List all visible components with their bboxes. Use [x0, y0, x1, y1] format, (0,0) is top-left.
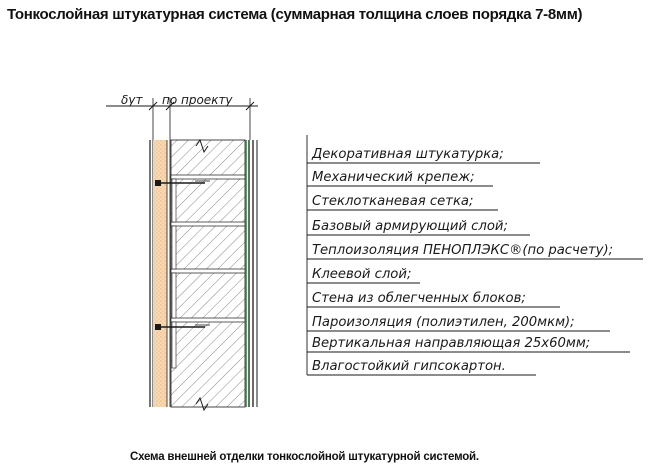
callout-insulation: Теплоизоляция ПЕНОПЛЭКС®(по расчету);	[312, 243, 614, 258]
callout-base-reinforcing-layer: Базовый армирующий слой;	[312, 219, 508, 234]
dimension-label-insulation: δут	[121, 93, 143, 107]
callout-fiberglass-mesh: Стеклотканевая сетка;	[312, 194, 474, 209]
callout-mechanical-fastener: Механический крепеж;	[312, 170, 475, 185]
exterior-finish	[150, 140, 153, 407]
figure-caption: Схема внешней отделки тонкослойной штукатурной системой.	[130, 451, 479, 463]
callout-labels	[311, 147, 613, 374]
callout-vapor-barrier: Пароизоляция (полиэтилен, 200мкм);	[312, 315, 575, 330]
page-title: Тонкослойная штукатурная система (суммарная толщина слоев порядка 7-8мм)	[7, 6, 583, 23]
callout-block-wall: Стена из облегченных блоков;	[312, 291, 526, 306]
callout-moisture-resistant-drywall: Влагостойкий гипсокартон.	[312, 359, 506, 374]
callout-vertical-guide: Вертикальная направляющая 25х60мм;	[312, 336, 591, 351]
block-wall	[171, 140, 245, 407]
callout-glue-layer: Клеевой слой;	[312, 267, 412, 282]
callout-decorative-plaster: Декоративная штукатурка;	[312, 147, 504, 162]
dimension-label-wall: по проекту	[162, 93, 233, 107]
drywall-and-studs	[249, 140, 257, 407]
dimension-line	[106, 93, 258, 140]
